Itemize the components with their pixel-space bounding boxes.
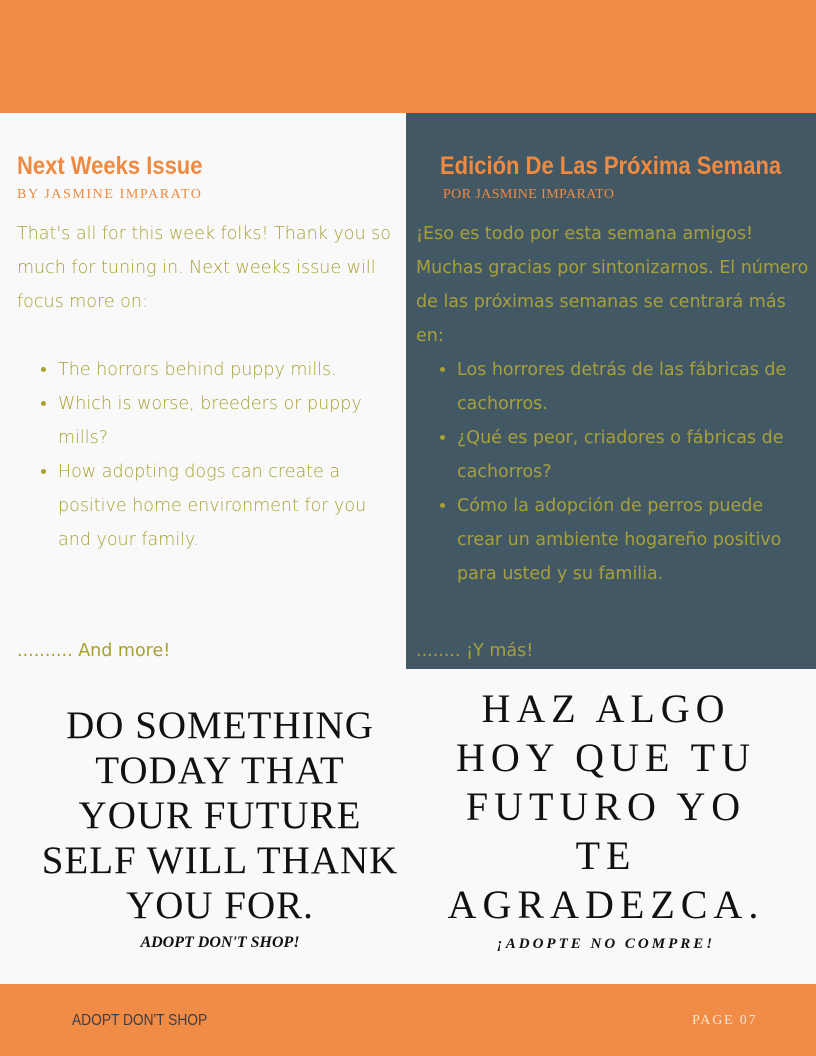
- english-title: Next Weeks Issue: [17, 152, 203, 180]
- spanish-intro: ¡Eso es todo por esta semana amigos! Muchas gracias por sintonizarnos. El número de las próximas semanas se centrará más en:: [416, 224, 809, 346]
- english-intro: That's all for this week folks! Thank you so much for tuning in. Next weeks issue will focus more on:: [17, 224, 391, 312]
- spanish-bullet: • ¿Qué es peor, criadores o fábricas de cachorros?: [457, 421, 811, 489]
- english-bullet: • How adopting dogs can create a positive home environment for you and your family.: [58, 455, 392, 557]
- english-column: [17, 152, 392, 557]
- spanish-title: Edición De Las Próxima Semana: [440, 152, 782, 180]
- page-number: PAGE 07: [692, 1013, 758, 1028]
- english-tagline: ADOPT DON'T SHOP!: [140, 934, 300, 951]
- english-bullet-list: [17, 353, 392, 557]
- footer-slogan: ADOPT DON'T SHOP: [72, 1012, 208, 1029]
- english-body: [17, 217, 392, 557]
- spanish-tagline: ¡ADOPTE NO COMPRE!: [496, 936, 716, 952]
- spanish-and-more: ........ ¡Y más!: [416, 641, 534, 661]
- english-bullet: • The horrors behind puppy mills.: [58, 353, 392, 387]
- top-banner: [0, 0, 816, 113]
- spanish-bullet: • Cómo la adopción de perros puede crear un ambiente hogareño positivo para usted y su familia.: [457, 489, 811, 591]
- english-bullet: • Which is worse, breeders or puppy mills?: [58, 387, 392, 455]
- spanish-column: [416, 152, 811, 591]
- spanish-quote: HAZ ALGO HOY QUE TU FUTURO YO TE AGRADEZCA.: [447, 686, 765, 927]
- spanish-body: [416, 217, 811, 591]
- english-and-more: .......... And more!: [17, 641, 171, 661]
- english-quote: DO SOMETHING TODAY THAT YOUR FUTURE SELF WILL THANK YOU FOR.: [41, 704, 399, 927]
- spanish-byline: POR JASMINE IMPARATO: [443, 187, 615, 202]
- spanish-bullet: • Los horrores detrás de las fábricas de cachorros.: [457, 353, 811, 421]
- english-byline: BY JASMINE IMPARATO: [17, 187, 203, 202]
- spanish-bullet-list: [416, 353, 811, 591]
